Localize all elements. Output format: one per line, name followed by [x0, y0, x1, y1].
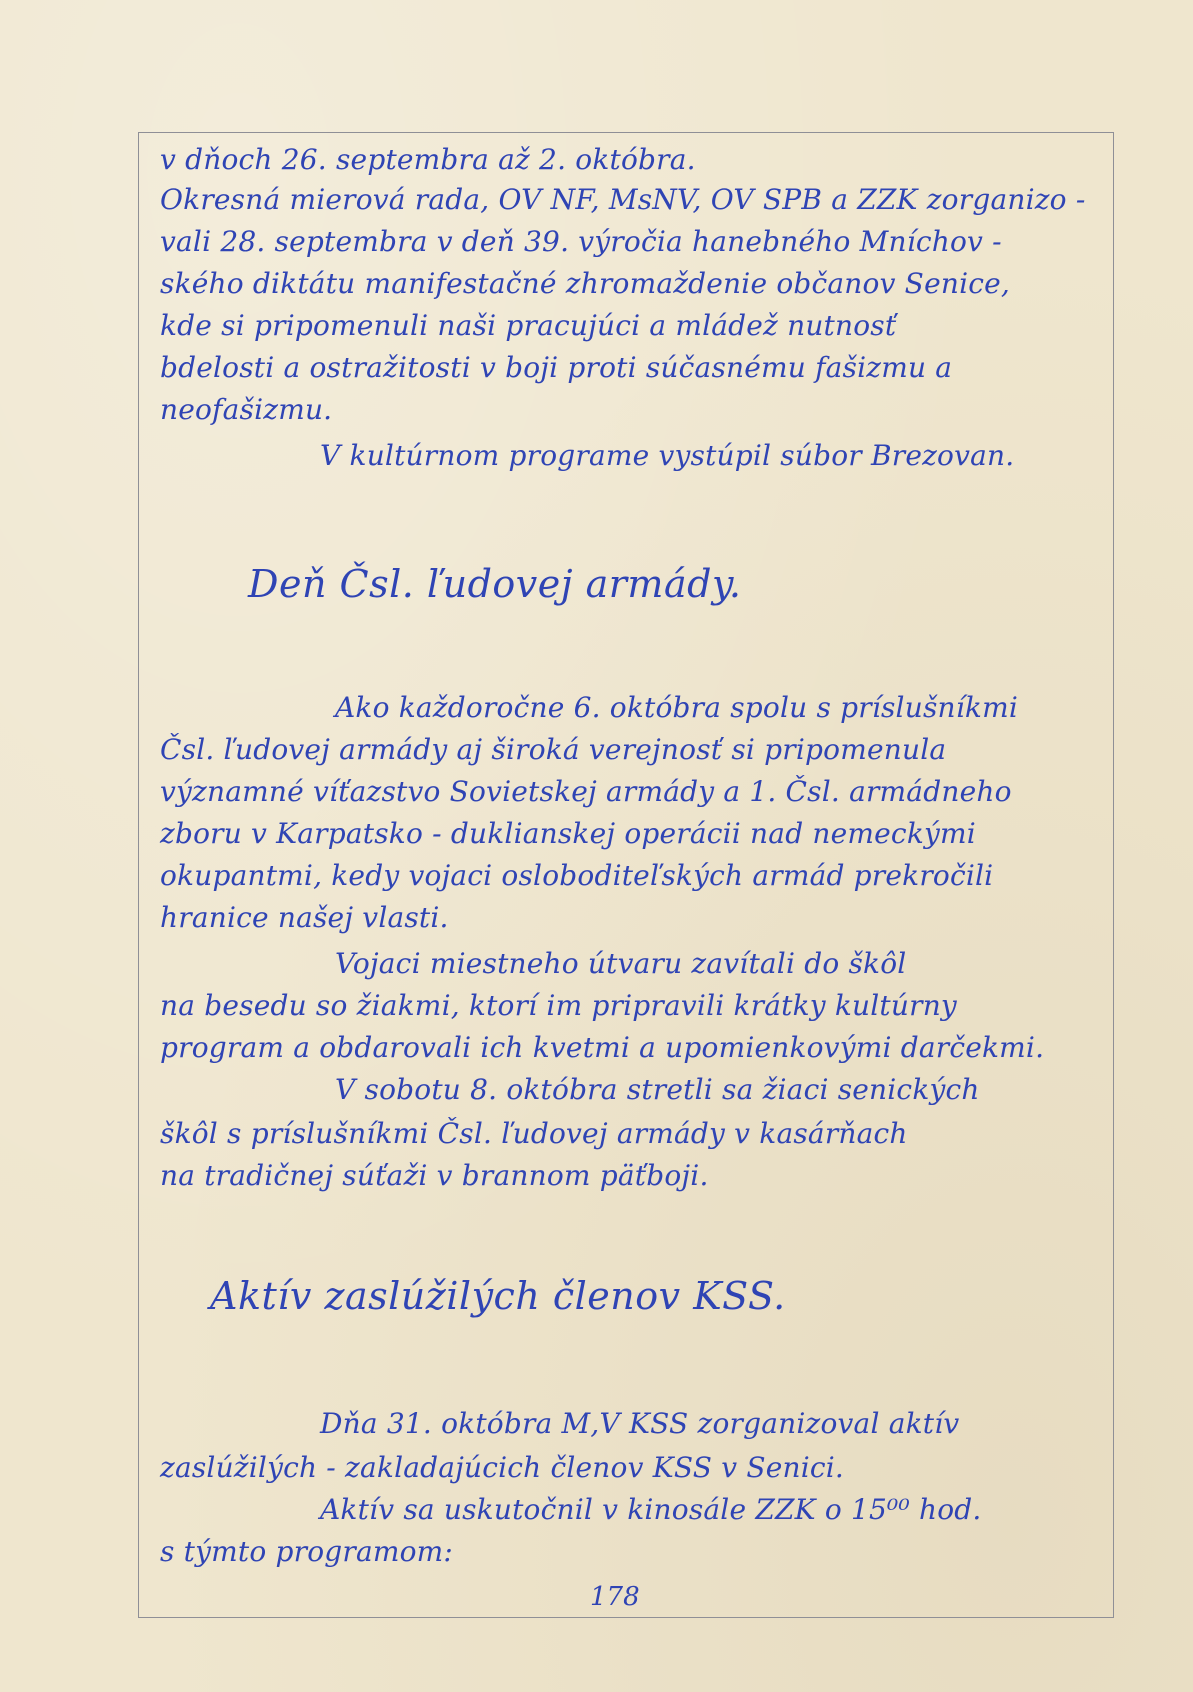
text-line: ského diktátu manifestačné zhromaždenie občanov Senice, — [160, 267, 1010, 300]
section-heading: Aktív zaslúžilých členov KSS. — [210, 1274, 786, 1318]
text-line: Dňa 31. októbra M,V KSS zorganizoval aktív — [320, 1407, 960, 1440]
text-line: Vojaci miestneho útvaru zavítali do škôl — [335, 947, 907, 980]
section-heading: Deň Čsl. ľudovej armády. — [248, 562, 742, 606]
text-line: s týmto programom: — [160, 1535, 454, 1568]
text-line: Aktív sa uskutočnil v kinosále ZZK o 15⁰⁰ hod. — [320, 1493, 982, 1526]
text-line: V kultúrnom programe vystúpil súbor Brezovan. — [320, 439, 1015, 472]
text-line: bdelosti a ostražitosti v boji proti súčasnému fašizmu a — [160, 351, 953, 384]
text-line: Okresná mierová rada, OV NF, MsNV, OV SPB a ZZK zorganizo - — [160, 183, 1086, 216]
text-line: neofašizmu. — [160, 393, 333, 426]
page-number: 178 — [590, 1582, 640, 1612]
text-line: na besedu so žiakmi, ktorí im pripravili krátky kultúrny — [160, 989, 957, 1022]
text-line: zboru v Karpatsko - duklianskej operácii nad nemeckými — [160, 817, 976, 850]
text-line: vali 28. septembra v deň 39. výročia hanebného Mníchov - — [160, 225, 1002, 258]
text-line: kde si pripomenuli naši pracujúci a mládež nutnosť — [160, 309, 897, 342]
text-line: škôl s príslušníkmi Čsl. ľudovej armády v kasárňach — [160, 1117, 908, 1150]
text-line: okupantmi, kedy vojaci osloboditeľských armád prekročili — [160, 859, 994, 892]
text-line: hranice našej vlasti. — [160, 901, 449, 934]
text-line: Čsl. ľudovej armády aj široká verejnosť si pripomenula — [160, 733, 947, 766]
text-line: na tradičnej súťaži v brannom päťboji. — [160, 1159, 709, 1192]
text-line: v dňoch 26. septembra až 2. októbra. — [160, 143, 696, 176]
text-line: Ako každoročne 6. októbra spolu s príslušníkmi — [335, 691, 1018, 724]
text-line: V sobotu 8. októbra stretli sa žiaci senických — [335, 1073, 980, 1106]
text-line: program a obdarovali ich kvetmi a upomienkovými darčekmi. — [160, 1031, 1045, 1064]
text-line: zaslúžilých - zakladajúcich členov KSS v Senici. — [160, 1451, 845, 1484]
text-line: významné víťazstvo Sovietskej armády a 1. Čsl. armádneho — [160, 775, 1012, 808]
